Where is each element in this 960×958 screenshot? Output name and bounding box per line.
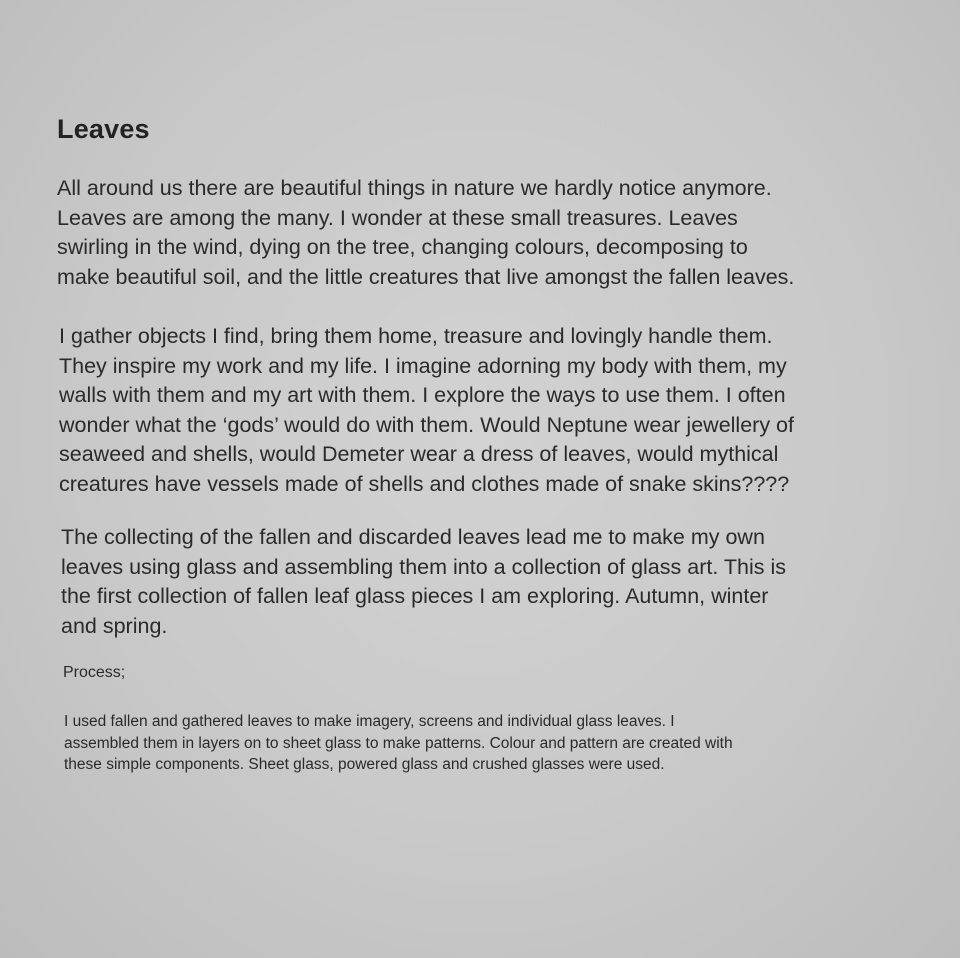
- text-line: I used fallen and gathered leaves to make imagery, screens and individual glass leaves. I: [64, 713, 675, 730]
- page-title: Leaves: [57, 114, 150, 144]
- paragraph-inspiration: [59, 322, 899, 499]
- text-line: They inspire my work and my life. I imagine adorning my body with them, my: [59, 353, 787, 378]
- text-line: creatures have vessels made of shells and clothes made of snake skins????: [59, 471, 790, 496]
- text-line: the first collection of fallen leaf glass pieces I am exploring. Autumn, winter: [61, 584, 769, 608]
- text-line: walls with them and my art with them. I explore the ways to use them. I often: [59, 383, 786, 407]
- paragraph-collection: [61, 523, 881, 641]
- text-line: swirling in the wind, dying on the tree, changing colours, decomposing to: [57, 235, 748, 259]
- text-line: these simple components. Sheet glass, powered glass and crushed glasses were used.: [64, 756, 665, 773]
- text-line: leaves using glass and assembling them into a collection of glass art. This is: [61, 554, 787, 579]
- text-line: I gather objects I find, bring them home, treasure and lovingly handle them.: [59, 324, 773, 348]
- paragraph-intro: [57, 174, 897, 292]
- text-line: The collecting of the fallen and discarded leaves lead me to make my own: [61, 525, 765, 549]
- text-line: seaweed and shells, would Demeter wear a dress of leaves, would mythical: [59, 442, 779, 466]
- text-line: Leaves are among the many. I wonder at these small treasures. Leaves: [57, 205, 738, 230]
- text-line: All around us there are beautiful things in nature we hardly notice anymore.: [57, 176, 772, 200]
- text-line: make beautiful soil, and the little creatures that live amongst the fallen leaves.: [57, 264, 795, 289]
- text-line: assembled them in layers on to sheet glass to make patterns. Colour and pattern are created with: [64, 734, 733, 752]
- process-label: Process;: [63, 664, 126, 681]
- text-line: wonder what the ‘gods’ would do with them. Would Neptune wear jewellery of: [59, 412, 794, 437]
- process-description: [64, 711, 733, 776]
- text-line: and spring.: [61, 613, 168, 638]
